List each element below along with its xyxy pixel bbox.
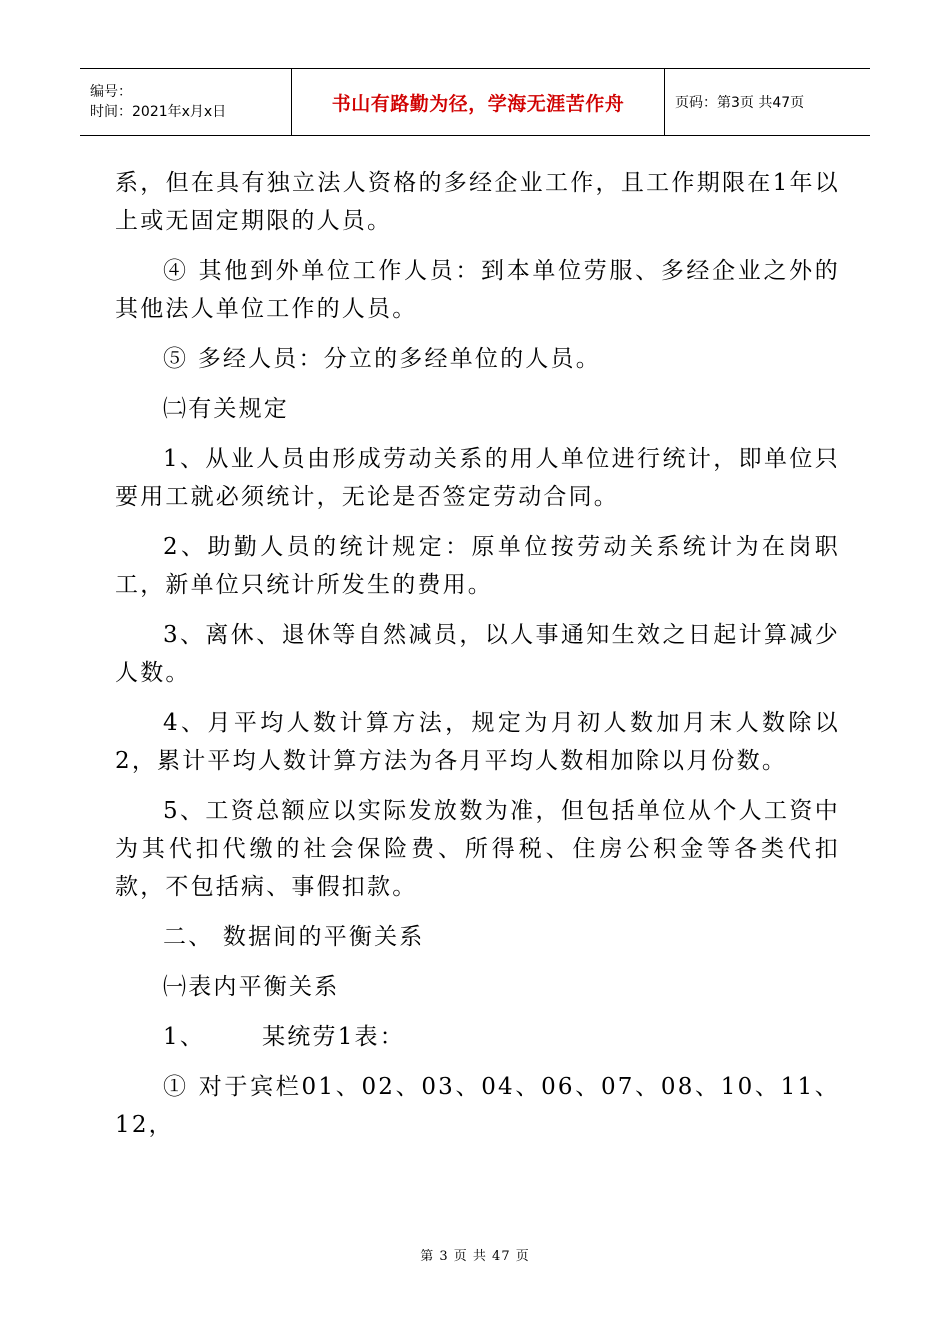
section-heading: 二、 数据间的平衡关系 (163, 924, 425, 950)
paragraph: 1、 某统劳1表： (163, 1024, 405, 1050)
paragraph: ⑤ 多经人员：分立的多经单位的人员。 (163, 346, 601, 372)
time-label: 时间：2021年x月x日 (90, 104, 227, 120)
paragraph: 5、工资总额应以实际发放数为准，但包括单位从个人工资中为其代扣代缴的社会保险费、所得税、住房公积金等各类代扣款，不包括病、事假扣款。 (115, 798, 840, 900)
section-heading: ㈠表内平衡关系 (163, 974, 340, 1000)
header-page-info: 页码：第3页 共47页 (675, 95, 805, 111)
paragraph: 2、助勤人员的统计规定：原单位按劳动关系统计为在岗职工，新单位只统计所发生的费用。 (115, 534, 840, 598)
code-label: 编号： (90, 84, 132, 100)
header-motto-cell (292, 69, 665, 136)
document-body (115, 164, 840, 1156)
paragraph: 3、离休、退休等自然减员，以人事通知生效之日起计算减少人数。 (115, 622, 840, 686)
page-footer: 第 3 页 共 47 页 (420, 1249, 530, 1264)
paragraph: 1、从业人员由形成劳动关系的用人单位进行统计，即单位只要用工就必须统计，无论是否签定劳动合同。 (115, 446, 840, 510)
paragraph: ④ 其他到外单位工作人员：到本单位劳服、多经企业之外的其他法人单位工作的人员。 (115, 258, 840, 322)
paragraph: 4、月平均人数计算方法，规定为月初人数加月末人数除以2，累计平均人数计算方法为各月平均人数相加除以月份数。 (115, 710, 840, 774)
paragraph: ① 对于宾栏01、02、03、04、06、07、08、10、11、12， (115, 1074, 840, 1138)
document-header (80, 68, 870, 136)
section-heading: ㈡有关规定 (163, 396, 289, 422)
header-motto: 书山有路勤为径，学海无涯苦作舟 (331, 92, 625, 115)
paragraph: 系，但在具有独立法人资格的多经企业工作，且工作期限在1年以上或无固定期限的人员。 (115, 170, 840, 234)
header-meta (80, 69, 292, 136)
